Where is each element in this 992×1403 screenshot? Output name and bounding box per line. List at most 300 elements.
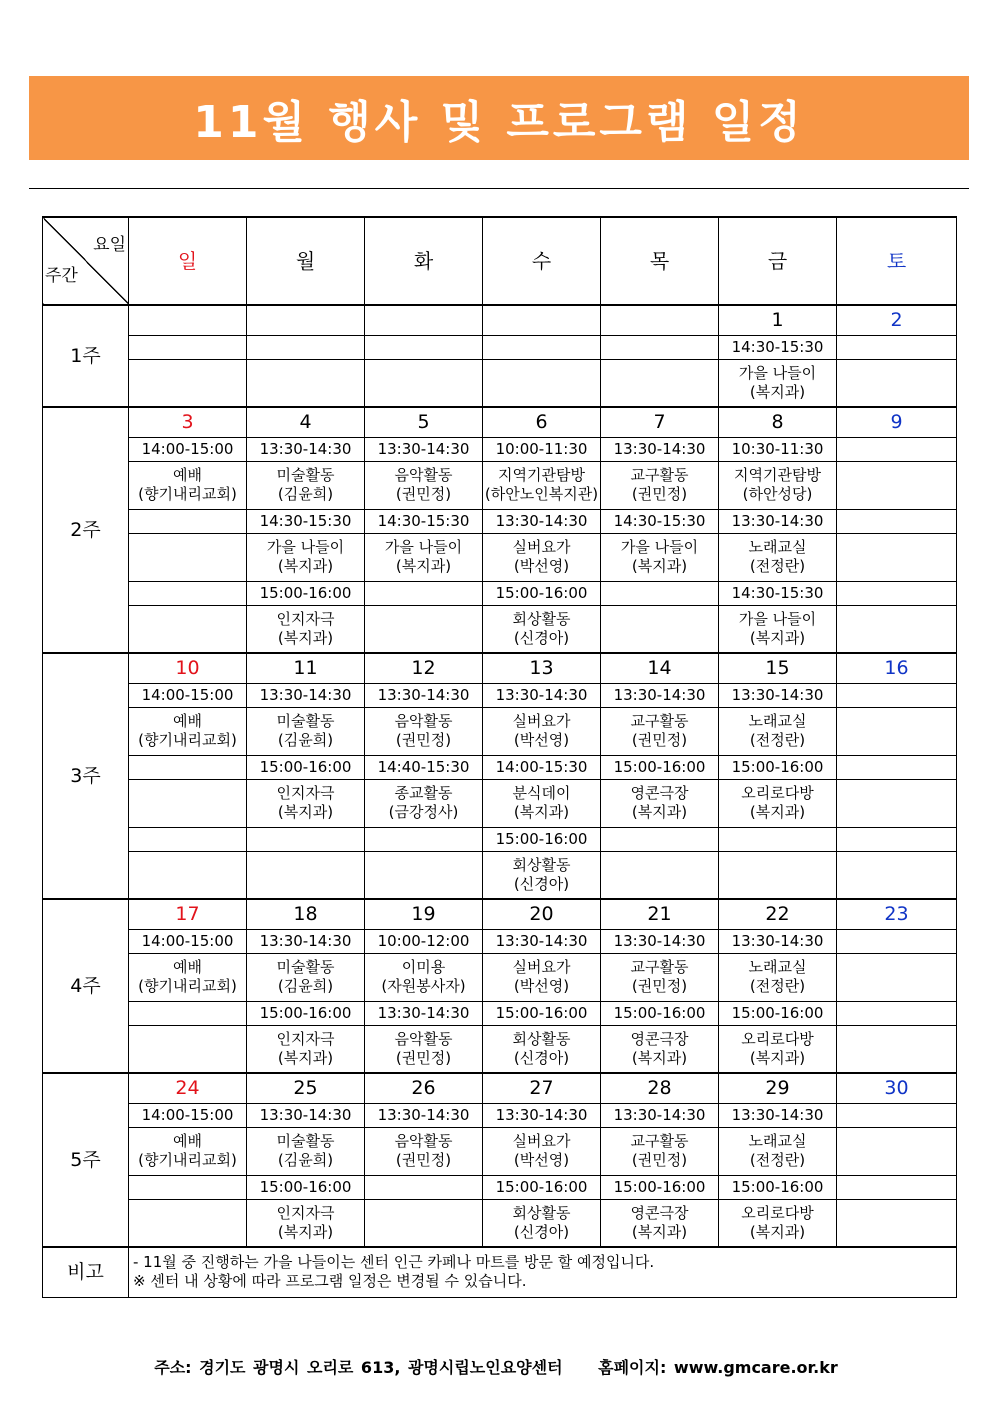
event-host: (권민정): [395, 485, 452, 503]
time-cell: [129, 509, 247, 533]
event-host: (김윤희): [277, 1151, 334, 1169]
event-cell: [719, 533, 837, 581]
time-cell: [129, 827, 247, 851]
time-cell: 13:30-14:30: [365, 683, 483, 707]
time-row: [43, 335, 957, 359]
event-title: 미술활동: [276, 1132, 335, 1150]
event-row: [43, 1127, 957, 1175]
date-cell: 29: [719, 1073, 837, 1103]
event-title: 음악활동: [394, 1029, 453, 1048]
event-cell: [365, 605, 483, 653]
time-cell: 10:00-12:00: [365, 929, 483, 953]
time-cell: 14:00-15:00: [129, 437, 247, 461]
event-host: (복지과): [749, 803, 806, 821]
time-cell: 15:00-16:00: [601, 1001, 719, 1025]
date-cell: [247, 305, 365, 335]
event-title: 실버요가: [512, 538, 571, 556]
event-host: (복지과): [277, 803, 334, 821]
corner-week-label: 주간: [45, 266, 78, 286]
time-cell: 14:00-15:00: [129, 1103, 247, 1127]
time-cell: 15:00-16:00: [601, 755, 719, 779]
event-title: 영콘극장: [630, 784, 689, 802]
event-host: (권민정): [395, 731, 452, 749]
event-cell: [719, 461, 837, 509]
date-cell: 7: [601, 407, 719, 437]
date-cell: [365, 305, 483, 335]
date-cell: [483, 305, 601, 335]
event-title: 회상활동: [512, 1029, 571, 1048]
time-row: [43, 755, 957, 779]
remark-line: - 11월 중 진행하는 가을 나들이는 센터 인근 카페나 마트를 방문 할 예정입니다.: [133, 1253, 655, 1272]
date-cell: 25: [247, 1073, 365, 1103]
date-row: [43, 653, 957, 683]
event-cell: [601, 953, 719, 1001]
event-cell: [719, 1025, 837, 1073]
event-cell: [719, 851, 837, 899]
event-host: (박선영): [513, 1151, 570, 1169]
time-cell: 14:00-15:00: [129, 929, 247, 953]
event-host: (전정란): [749, 731, 806, 749]
time-cell: [837, 581, 957, 605]
event-row: [43, 953, 957, 1001]
event-cell: [483, 779, 601, 827]
time-cell: 15:00-16:00: [719, 1001, 837, 1025]
time-cell: 14:30-15:30: [719, 581, 837, 605]
event-host: (복지과): [395, 557, 452, 575]
corner-day-label: 요일: [93, 235, 126, 255]
week-label: 1주: [43, 305, 129, 407]
event-host: (복지과): [277, 557, 334, 575]
time-cell: 13:30-14:30: [601, 1103, 719, 1127]
event-cell: [719, 605, 837, 653]
date-row: [43, 1073, 957, 1103]
event-cell: [129, 533, 247, 581]
time-cell: 15:00-16:00: [483, 1001, 601, 1025]
time-row: [43, 683, 957, 707]
event-cell: [483, 533, 601, 581]
event-cell: [483, 851, 601, 899]
date-cell: 10: [129, 653, 247, 683]
event-cell: [837, 461, 957, 509]
time-cell: 13:30-14:30: [719, 509, 837, 533]
event-host: (복지과): [631, 803, 688, 821]
date-cell: 4: [247, 407, 365, 437]
time-cell: [837, 1103, 957, 1127]
event-title: 노래교실: [748, 712, 807, 730]
time-cell: 10:30-11:30: [719, 437, 837, 461]
time-cell: [719, 827, 837, 851]
event-title: 가을 나들이: [620, 538, 699, 556]
time-cell: 15:00-16:00: [247, 755, 365, 779]
event-host: (김윤희): [277, 977, 334, 995]
event-cell: [247, 533, 365, 581]
event-cell: [365, 1127, 483, 1175]
time-cell: [601, 827, 719, 851]
event-row: [43, 1199, 957, 1247]
event-cell: [129, 461, 247, 509]
event-cell: [365, 953, 483, 1001]
time-cell: [247, 827, 365, 851]
time-cell: 14:40-15:30: [365, 755, 483, 779]
event-cell: [483, 707, 601, 755]
event-host: (복지과): [631, 557, 688, 575]
event-host: (복지과): [631, 1048, 688, 1067]
time-cell: 15:00-16:00: [719, 755, 837, 779]
event-title: 종교활동: [394, 784, 453, 802]
event-cell: [247, 605, 365, 653]
event-title: 노래교실: [748, 538, 807, 556]
date-cell: 27: [483, 1073, 601, 1103]
event-cell: [719, 1127, 837, 1175]
date-cell: 1: [719, 305, 837, 335]
event-title: 예배: [173, 1132, 202, 1150]
date-cell: 20: [483, 899, 601, 929]
event-title: 가을 나들이: [266, 538, 345, 556]
footer-homepage: 홈페이지: www.gmcare.or.kr: [598, 1358, 838, 1377]
event-cell: [837, 1127, 957, 1175]
day-header: 화: [365, 217, 483, 305]
event-cell: [837, 953, 957, 1001]
event-cell: [601, 707, 719, 755]
time-row: [43, 929, 957, 953]
date-cell: 14: [601, 653, 719, 683]
event-host: (박선영): [513, 557, 570, 575]
time-cell: 13:30-14:30: [247, 437, 365, 461]
event-cell: [365, 707, 483, 755]
remark-line: ※ 센터 내 상황에 따라 프로그램 일정은 변경될 수 있습니다.: [133, 1272, 527, 1291]
event-host: (향기내리교회): [138, 731, 237, 749]
date-cell: 12: [365, 653, 483, 683]
time-cell: 14:30-15:30: [601, 509, 719, 533]
time-cell: 14:00-15:30: [483, 755, 601, 779]
event-cell: [129, 779, 247, 827]
event-host: (전정란): [749, 557, 806, 575]
event-cell: [719, 359, 837, 407]
event-host: (권민정): [631, 731, 688, 749]
event-title: 노래교실: [748, 1132, 807, 1150]
time-cell: 13:30-14:30: [483, 1103, 601, 1127]
event-title: 음악활동: [394, 466, 453, 484]
event-host: (복지과): [513, 803, 570, 821]
week-label: 2주: [43, 407, 129, 653]
date-cell: 15: [719, 653, 837, 683]
event-cell: [129, 1127, 247, 1175]
day-header: 금: [719, 217, 837, 305]
event-title: 인지자극: [276, 1203, 335, 1222]
event-title: 교구활동: [630, 1132, 689, 1150]
event-title: 미술활동: [276, 958, 335, 976]
event-cell: [601, 851, 719, 899]
time-cell: [365, 581, 483, 605]
event-host: (신경아): [513, 628, 570, 647]
event-cell: [837, 1199, 957, 1247]
event-title: 인지자극: [276, 784, 335, 802]
time-cell: [129, 581, 247, 605]
event-cell: [719, 953, 837, 1001]
event-host: (자원봉사자): [381, 977, 466, 995]
time-cell: 15:00-16:00: [601, 1175, 719, 1199]
event-title: 지역기관탐방: [498, 466, 585, 484]
schedule-table: [42, 216, 957, 1298]
event-cell: [129, 605, 247, 653]
event-cell: [483, 461, 601, 509]
time-cell: 10:00-11:30: [483, 437, 601, 461]
event-cell: [483, 359, 601, 407]
week-label: 5주: [43, 1073, 129, 1247]
remarks-text: [129, 1247, 957, 1297]
time-cell: 15:00-16:00: [719, 1175, 837, 1199]
time-cell: 15:00-16:00: [247, 1001, 365, 1025]
time-cell: [601, 335, 719, 359]
event-row: [43, 707, 957, 755]
time-cell: [365, 1175, 483, 1199]
event-title: 예배: [173, 466, 202, 484]
time-cell: [837, 437, 957, 461]
event-host: (복지과): [749, 1048, 806, 1067]
time-cell: [837, 1001, 957, 1025]
event-cell: [601, 359, 719, 407]
day-header: 목: [601, 217, 719, 305]
event-cell: [601, 533, 719, 581]
time-cell: [483, 335, 601, 359]
time-cell: 13:30-14:30: [601, 929, 719, 953]
event-cell: [719, 1199, 837, 1247]
date-cell: [601, 305, 719, 335]
event-host: (향기내리교회): [138, 1151, 237, 1169]
time-row: [43, 1001, 957, 1025]
time-cell: [129, 1175, 247, 1199]
event-cell: [601, 1127, 719, 1175]
event-title: 영콘극장: [630, 1203, 689, 1222]
header-row: [43, 217, 957, 305]
event-host: (복지과): [277, 1048, 334, 1067]
event-host: (복지과): [631, 1222, 688, 1241]
time-cell: [837, 509, 957, 533]
event-title: 분식데이: [512, 784, 571, 802]
time-cell: 13:30-14:30: [719, 683, 837, 707]
event-title: 실버요가: [512, 1132, 571, 1150]
time-cell: 14:30-15:30: [719, 335, 837, 359]
date-cell: 28: [601, 1073, 719, 1103]
event-host: (금강정사): [388, 803, 459, 821]
corner-cell: [43, 217, 129, 305]
event-cell: [837, 533, 957, 581]
event-cell: [837, 1025, 957, 1073]
footer: [0, 1355, 992, 1378]
time-cell: 13:30-14:30: [601, 683, 719, 707]
event-cell: [601, 779, 719, 827]
event-host: (복지과): [277, 1222, 334, 1241]
event-cell: [837, 779, 957, 827]
event-host: (전정란): [749, 1151, 806, 1169]
event-row: [43, 605, 957, 653]
date-cell: 6: [483, 407, 601, 437]
time-cell: [365, 827, 483, 851]
event-host: (향기내리교회): [138, 977, 237, 995]
event-cell: [837, 707, 957, 755]
event-cell: [601, 461, 719, 509]
time-cell: 13:30-14:30: [365, 437, 483, 461]
event-cell: [129, 851, 247, 899]
event-title: 미술활동: [276, 466, 335, 484]
event-title: 가을 나들이: [738, 363, 817, 382]
event-title: 예배: [173, 712, 202, 730]
divider: [29, 188, 969, 189]
time-cell: 13:30-14:30: [365, 1103, 483, 1127]
date-cell: 19: [365, 899, 483, 929]
date-cell: 9: [837, 407, 957, 437]
event-cell: [247, 1199, 365, 1247]
event-cell: [601, 1199, 719, 1247]
event-cell: [483, 1199, 601, 1247]
event-host: (신경아): [513, 1222, 570, 1241]
event-cell: [247, 1025, 365, 1073]
event-cell: [247, 707, 365, 755]
event-row: [43, 533, 957, 581]
event-title: 미술활동: [276, 712, 335, 730]
time-row: [43, 1103, 957, 1127]
event-title: 영콘극장: [630, 1029, 689, 1048]
event-title: 이미용: [401, 958, 446, 976]
day-header: 수: [483, 217, 601, 305]
event-title: 회상활동: [512, 855, 571, 874]
time-cell: 13:30-14:30: [247, 683, 365, 707]
event-cell: [365, 851, 483, 899]
event-row: [43, 1025, 957, 1073]
date-cell: 5: [365, 407, 483, 437]
event-cell: [129, 359, 247, 407]
remarks-row: [43, 1247, 957, 1297]
remarks-label: 비고: [43, 1247, 129, 1297]
event-row: [43, 851, 957, 899]
event-title: 오리로다방: [741, 1203, 814, 1222]
event-title: 음악활동: [394, 1132, 453, 1150]
event-host: (김윤희): [277, 731, 334, 749]
event-title: 인지자극: [276, 1029, 335, 1048]
event-row: [43, 461, 957, 509]
date-cell: 17: [129, 899, 247, 929]
time-cell: [129, 335, 247, 359]
event-host: (전정란): [749, 977, 806, 995]
event-host: (복지과): [749, 628, 806, 647]
event-cell: [601, 1025, 719, 1073]
event-cell: [247, 461, 365, 509]
page-title: 11월 행사 및 프로그램 일정: [29, 76, 969, 160]
footer-address: 주소: 경기도 광명시 오리로 613, 광명시립노인요양센터: [154, 1358, 563, 1377]
time-cell: 15:00-16:00: [483, 581, 601, 605]
event-cell: [129, 1199, 247, 1247]
time-row: [43, 1175, 957, 1199]
week-label: 3주: [43, 653, 129, 899]
time-cell: 13:30-14:30: [247, 929, 365, 953]
event-cell: [483, 1025, 601, 1073]
time-cell: 14:00-15:00: [129, 683, 247, 707]
event-host: (권민정): [631, 977, 688, 995]
time-cell: 15:00-16:00: [483, 827, 601, 851]
event-title: 회상활동: [512, 1203, 571, 1222]
time-cell: 13:30-14:30: [483, 509, 601, 533]
event-cell: [129, 1025, 247, 1073]
event-cell: [483, 605, 601, 653]
event-cell: [247, 359, 365, 407]
date-cell: 21: [601, 899, 719, 929]
date-cell: 8: [719, 407, 837, 437]
date-cell: 2: [837, 305, 957, 335]
date-cell: 11: [247, 653, 365, 683]
date-row: [43, 305, 957, 335]
event-host: (권민정): [631, 1151, 688, 1169]
time-cell: 15:00-16:00: [247, 1175, 365, 1199]
time-cell: 15:00-16:00: [483, 1175, 601, 1199]
event-host: (박선영): [513, 977, 570, 995]
event-title: 교구활동: [630, 466, 689, 484]
event-row: [43, 359, 957, 407]
time-cell: 15:00-16:00: [247, 581, 365, 605]
date-cell: 26: [365, 1073, 483, 1103]
day-header: 월: [247, 217, 365, 305]
event-cell: [247, 1127, 365, 1175]
time-cell: [837, 929, 957, 953]
event-cell: [247, 953, 365, 1001]
time-cell: [601, 581, 719, 605]
time-cell: 13:30-14:30: [719, 929, 837, 953]
event-host: (박선영): [513, 731, 570, 749]
time-cell: 14:30-15:30: [247, 509, 365, 533]
time-cell: 13:30-14:30: [483, 683, 601, 707]
event-title: 가을 나들이: [384, 538, 463, 556]
event-host: (하안성당): [742, 485, 813, 503]
event-host: (복지과): [277, 628, 334, 647]
event-title: 교구활동: [630, 712, 689, 730]
time-cell: [837, 755, 957, 779]
event-cell: [719, 707, 837, 755]
event-host: (권민정): [395, 1048, 452, 1067]
time-row: [43, 581, 957, 605]
event-host: (신경아): [513, 874, 570, 893]
date-cell: 23: [837, 899, 957, 929]
event-cell: [129, 707, 247, 755]
time-cell: 13:30-14:30: [601, 437, 719, 461]
time-cell: 14:30-15:30: [365, 509, 483, 533]
event-host: (신경아): [513, 1048, 570, 1067]
event-title: 음악활동: [394, 712, 453, 730]
event-host: (하안노인복지관): [484, 485, 599, 503]
date-cell: [129, 305, 247, 335]
event-title: 노래교실: [748, 958, 807, 976]
date-cell: 22: [719, 899, 837, 929]
event-cell: [837, 359, 957, 407]
date-cell: 18: [247, 899, 365, 929]
date-row: [43, 407, 957, 437]
time-cell: [837, 827, 957, 851]
event-host: (권민정): [395, 1151, 452, 1169]
time-cell: [837, 1175, 957, 1199]
time-row: [43, 827, 957, 851]
event-cell: [365, 533, 483, 581]
event-cell: [365, 1199, 483, 1247]
time-cell: 13:30-14:30: [719, 1103, 837, 1127]
day-header: 토: [837, 217, 957, 305]
time-row: [43, 437, 957, 461]
event-cell: [247, 779, 365, 827]
event-title: 실버요가: [512, 712, 571, 730]
event-title: 지역기관탐방: [734, 466, 821, 484]
date-cell: 13: [483, 653, 601, 683]
event-title: 오리로다방: [741, 1029, 814, 1048]
day-header: 일: [129, 217, 247, 305]
event-title: 오리로다방: [741, 784, 814, 802]
time-cell: [247, 335, 365, 359]
